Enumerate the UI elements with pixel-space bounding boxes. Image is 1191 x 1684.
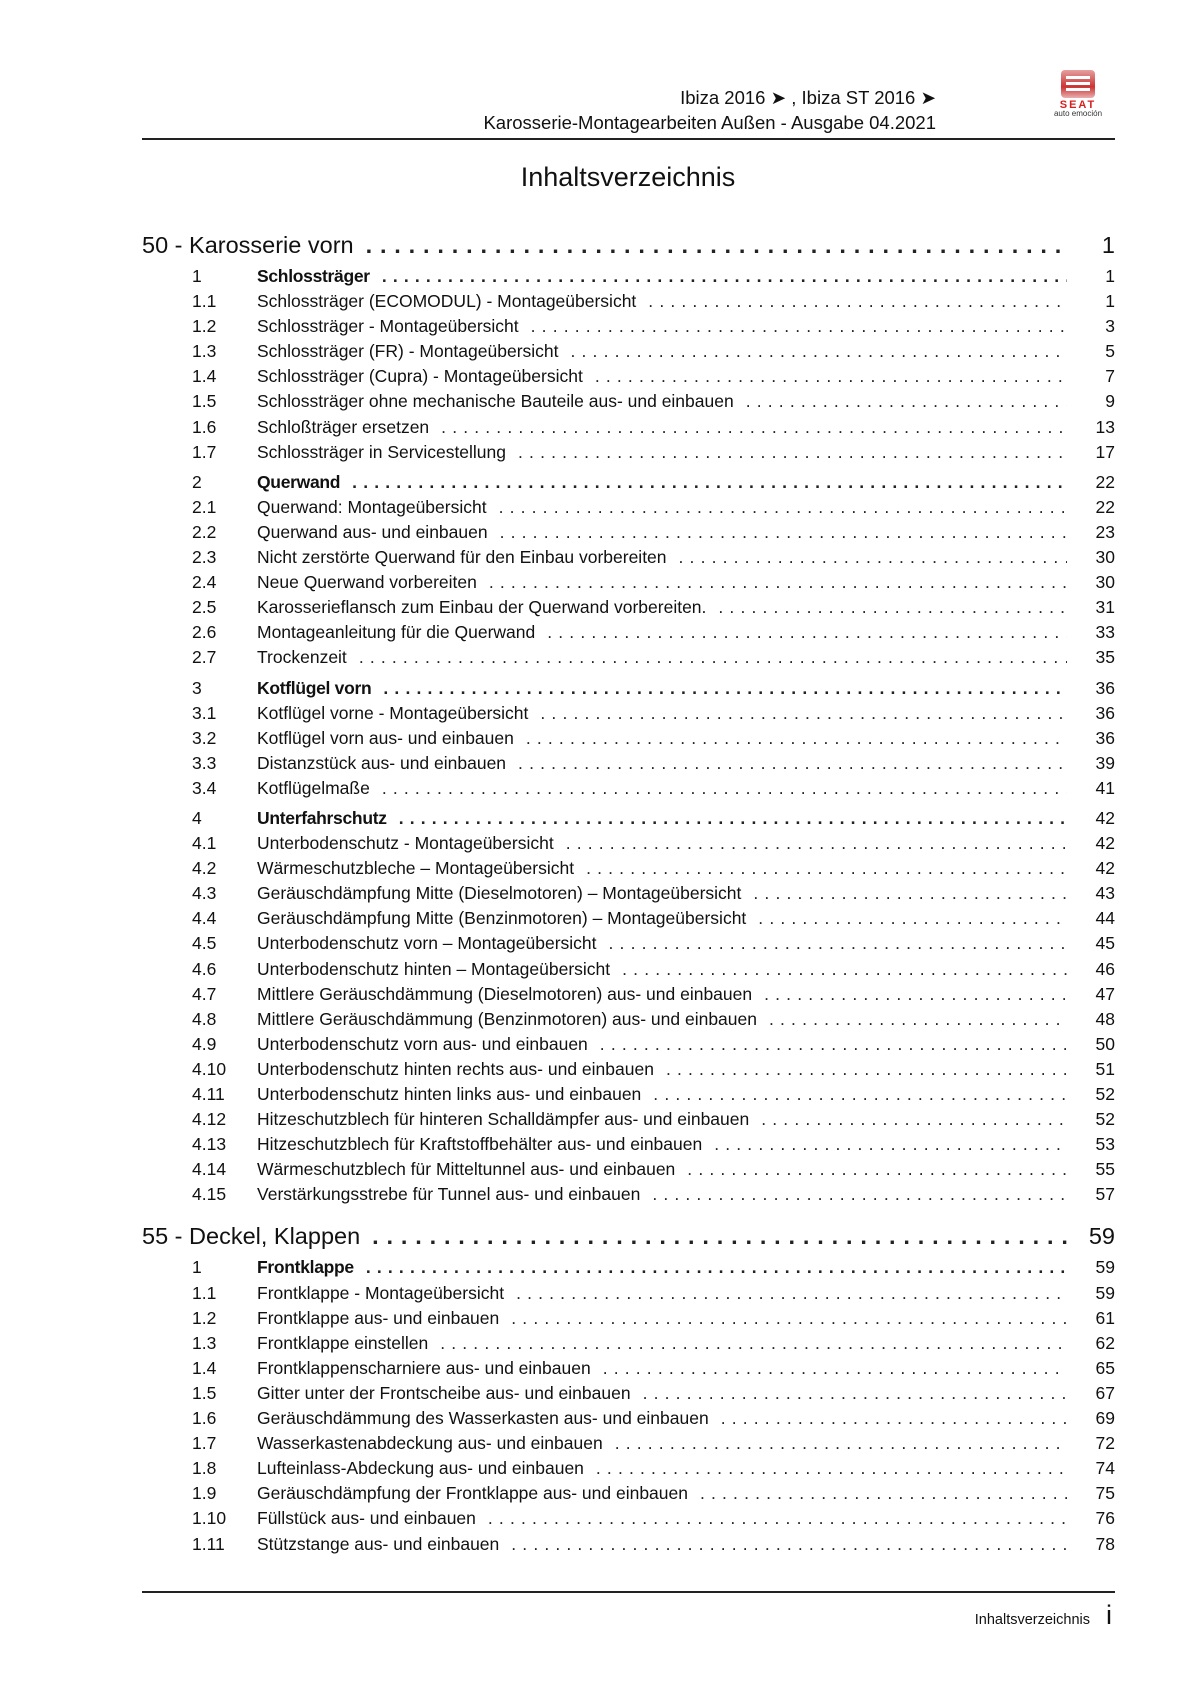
toc-entry-title: Gitter unter der Frontscheibe aus- und einbauen [257,1382,631,1403]
toc-entry[interactable] [142,316,1115,341]
dot-leader [359,647,1067,668]
dot-leader [764,984,1067,1005]
toc-entry[interactable] [142,1084,1115,1109]
toc-entry-title: Unterbodenschutz vorn – Montageübersicht [257,933,597,954]
dot-leader [571,341,1068,362]
toc-entry[interactable] [142,1283,1115,1308]
toc-entry-title: Frontklappe einstellen [257,1332,429,1353]
dot-leader [609,933,1067,954]
toc-entry[interactable] [142,622,1115,647]
toc-entry-page: 42 [1095,833,1115,854]
dot-leader [595,366,1067,387]
toc-entry-title: Wasserkastenabdeckung aus- und einbauen [257,1433,603,1454]
toc-entry-number: 1 [192,266,202,286]
toc-entry[interactable] [142,1009,1115,1034]
toc-entry-number: 1.11 [192,1533,225,1554]
toc-entry-number: 4.4 [192,908,217,929]
toc-entry[interactable] [142,442,1115,467]
toc-entry-page: 50 [1095,1033,1115,1054]
toc-entry-page: 9 [1105,391,1115,412]
toc-entry[interactable] [142,833,1115,858]
dot-leader [511,1308,1067,1329]
toc-entry-title: Frontklappenscharniere aus- und einbauen [257,1357,591,1378]
toc-entry-number: 1.8 [192,1458,217,1479]
toc-entry-number: 4.1 [192,833,217,854]
dot-leader [615,1433,1067,1454]
toc-entry-number: 2 [192,471,202,492]
toc-entry[interactable] [142,984,1115,1009]
dot-leader [687,1159,1067,1180]
toc-entry-number: 1.9 [192,1483,217,1504]
dot-leader [753,883,1067,904]
toc-entry-number: 1.1 [192,1282,217,1303]
dot-leader [531,316,1067,337]
toc-entry-title: Frontklappe - Montageübersicht [257,1282,505,1303]
toc-entry-page: 55 [1095,1159,1115,1180]
toc-entry-number: 1.4 [192,1357,217,1378]
toc-entry-number: 2.4 [192,572,217,593]
toc-entry-title: Geräuschdämmung des Wasserkasten aus- und einbauen [257,1408,709,1429]
dot-leader [652,1184,1067,1205]
toc-entry-page: 30 [1095,547,1115,568]
toc-entry[interactable] [142,959,1115,984]
toc-entry-title: Unterbodenschutz - Montageübersicht [257,833,554,854]
toc-entry-title: Neue Querwand vorbereiten [257,572,477,593]
toc-entry-number: 1.6 [192,1408,217,1429]
toc-entry-page: 72 [1095,1433,1115,1454]
toc-entry-title: Unterfahrschutz [257,807,387,828]
toc-entry-number: 1.10 [192,1508,227,1529]
toc-entry[interactable] [142,1458,1115,1483]
toc-entry-page: 5 [1105,341,1115,362]
dot-leader [679,547,1067,568]
toc-entry-page: 3 [1105,316,1115,337]
toc-entry-page: 13 [1095,416,1115,437]
toc-entry-page: 36 [1095,677,1115,698]
toc-entry-page: 1 [1105,266,1115,286]
toc-entry-page: 75 [1095,1483,1115,1504]
toc-entry-page: 47 [1095,983,1115,1004]
dot-leader [761,1109,1067,1130]
toc-entry-number: 4.13 [192,1134,227,1155]
toc-entry-page: 41 [1095,777,1115,798]
toc-entry-title: Geräuschdämpfung der Frontklappe aus- und einbauen [257,1483,688,1504]
dot-leader [516,1283,1067,1304]
toc-entry[interactable] [142,572,1115,597]
toc-entry-page: 22 [1095,496,1115,517]
toc-entry-title: Schlossträger (FR) - Montageübersicht [257,341,559,362]
toc-entry[interactable] [142,1508,1115,1533]
toc-entry-title: Schlossträger (Cupra) - Montageübersicht [257,366,583,387]
toc-entry-number: 1.6 [192,416,217,437]
dot-leader [488,1508,1067,1529]
toc-entry-page: 42 [1095,858,1115,879]
dot-leader [700,1483,1067,1504]
toc-entry-title: Schlossträger in Servicestellung [257,441,507,462]
toc-entry-title: Schlossträger ohne mechanische Bauteile aus- und einbauen [257,391,734,412]
dot-leader [721,1408,1067,1429]
toc-entry-title: Mittlere Geräuschdämmung (Benzinmotoren) aus- und einbauen [257,1008,757,1029]
toc-entry-number: 1.7 [192,1433,217,1454]
toc-entry-title: Schlossträger (ECOMODUL) - Montageübersicht [257,291,637,312]
dot-leader [382,266,1067,287]
toc-entry-page: 35 [1095,647,1115,668]
dot-leader [499,497,1067,518]
toc-entry-number: 1.3 [192,1332,217,1353]
toc-entry-number: 4.7 [192,983,217,1004]
toc-entry-number: 4 [192,807,202,828]
table-of-contents [142,232,1115,1559]
dot-leader [596,1458,1067,1479]
dot-leader [518,753,1067,774]
toc-entry-number: 2.3 [192,547,217,568]
header-model-line: Ibiza 2016 ➤ , Ibiza ST 2016 ➤ [680,87,936,108]
dot-leader [440,1333,1067,1354]
toc-entry[interactable] [142,417,1115,442]
toc-entry-title: Füllstück aus- und einbauen [257,1508,476,1529]
toc-entry-number: 4.9 [192,1033,217,1054]
toc-entry[interactable] [142,1134,1115,1159]
toc-entry-number: 4.3 [192,883,217,904]
toc-entry-number: 1.3 [192,341,217,362]
toc-entry-page: 31 [1095,597,1115,618]
dot-leader [718,597,1067,618]
toc-entry-page: 42 [1095,807,1115,828]
dot-leader [366,232,1067,259]
toc-entry-page: 52 [1095,1109,1115,1130]
dot-leader [566,833,1067,854]
toc-entry[interactable] [142,1534,1115,1559]
toc-entry-title: Verstärkungsstrebe für Tunnel aus- und einbauen [257,1184,641,1205]
toc-entry-number: 2.2 [192,521,217,542]
toc-entry-title: Trockenzeit [257,647,347,668]
toc-entry-page: 67 [1095,1382,1115,1403]
toc-entry-page: 52 [1095,1084,1115,1104]
toc-entry-page: 59 [1095,1282,1115,1303]
toc-entry[interactable] [142,522,1115,547]
dot-leader [653,1084,1067,1105]
toc-entry-number: 1.7 [192,441,217,462]
toc-entry[interactable] [142,1059,1115,1084]
dot-leader [746,391,1067,412]
toc-entry-title: Schlossträger [257,266,370,286]
toc-entry-title: Schlossträger - Montageübersicht [257,316,519,337]
toc-entry-title: Frontklappe [257,1257,354,1278]
toc-entry-number: 1.2 [192,1307,217,1328]
toc-entry-number: 1.5 [192,1382,217,1403]
toc-entry-number: 3 [192,677,202,698]
toc-section[interactable] [142,472,1115,497]
toc-entry[interactable] [142,703,1115,728]
toc-entry[interactable] [142,597,1115,622]
toc-entry-page: 43 [1095,883,1115,904]
toc-entry-title: Montageanleitung für die Querwand [257,622,536,643]
toc-entry-number: 4.8 [192,1008,217,1029]
toc-chapter[interactable] [142,1223,1115,1257]
toc-entry-number: 4.10 [192,1058,227,1079]
toc-entry[interactable] [142,1483,1115,1508]
page-title: Inhaltsverzeichnis [520,162,736,192]
toc-entry[interactable] [142,753,1115,778]
toc-entry-number: 3.1 [192,702,217,723]
toc-entry-number: 4.11 [192,1084,225,1104]
toc-entry-page: 59 [1088,1223,1115,1250]
toc-entry[interactable] [142,1383,1115,1408]
toc-entry-title: Querwand [257,471,341,492]
dot-leader [714,1134,1067,1155]
dot-leader [540,703,1067,724]
seat-logo-icon [1061,70,1095,98]
toc-entry[interactable] [142,497,1115,522]
toc-entry-title: Stützstange aus- und einbauen [257,1533,500,1554]
logo-brand: SEAT [1059,99,1097,111]
header-document-line: Karosserie-Montagearbeiten Außen - Ausgabe 04.2021 [483,112,936,133]
toc-entry[interactable] [142,1159,1115,1184]
toc-entry-title: Mittlere Geräuschdämmung (Dieselmotoren) aus- und einbauen [257,983,753,1004]
toc-section[interactable] [142,808,1115,833]
toc-entry[interactable] [142,1034,1115,1059]
toc-entry-page: 65 [1095,1357,1115,1378]
dot-leader [666,1059,1067,1080]
dot-leader [366,1257,1067,1278]
toc-entry-title: Frontklappe aus- und einbauen [257,1307,500,1328]
dot-leader [603,1358,1067,1379]
toc-entry[interactable] [142,883,1115,908]
toc-entry-page: 46 [1095,958,1115,979]
dot-leader [600,1034,1067,1055]
toc-entry-page: 74 [1095,1458,1115,1479]
dot-leader [518,442,1067,463]
toc-entry-title: Karosserieflansch zum Einbau der Querwand vorbereiten. [257,597,707,618]
dot-leader [352,472,1067,493]
toc-entry-title: Kotflügel vorne - Montageübersicht [257,702,529,723]
toc-entry-title: Unterbodenschutz hinten links aus- und einbauen [257,1084,642,1104]
toc-entry-title: Geräuschdämpfung Mitte (Dieselmotoren) – Montageübersicht [257,883,742,904]
toc-entry-number: 4.6 [192,958,217,979]
toc-entry-page: 1 [1101,232,1115,258]
toc-entry-title: 55 - Deckel, Klappen [142,1223,361,1250]
toc-entry[interactable] [142,1109,1115,1134]
toc-entry-page: 39 [1095,752,1115,773]
dot-leader [769,1009,1067,1030]
toc-entry-title: Geräuschdämpfung Mitte (Benzinmotoren) – Montageübersicht [257,908,747,929]
toc-entry[interactable] [142,858,1115,883]
toc-entry-page: 51 [1095,1058,1115,1079]
toc-entry[interactable] [142,1358,1115,1383]
header-divider [142,138,1115,140]
logo-tagline: auto emoción [1053,109,1103,118]
toc-entry[interactable] [142,1308,1115,1333]
toc-entry[interactable] [142,366,1115,391]
toc-entry-page: 7 [1105,366,1115,387]
toc-entry-title: Distanzstück aus- und einbauen [257,752,507,773]
toc-entry-page: 53 [1095,1134,1115,1155]
toc-entry-page: 33 [1095,622,1115,643]
toc-entry[interactable] [142,1408,1115,1433]
dot-leader [511,1534,1067,1555]
toc-entry-number: 1.4 [192,366,217,387]
dot-leader [526,728,1067,749]
toc-entry[interactable] [142,908,1115,933]
toc-entry[interactable] [142,1184,1115,1209]
toc-entry-title: Nicht zerstörte Querwand für den Einbau vorbereiten [257,547,667,568]
toc-entry-number: 4.5 [192,933,217,954]
footer-divider [142,1591,1115,1593]
toc-entry-page: 1 [1105,291,1115,312]
toc-section[interactable] [142,678,1115,703]
dot-leader [383,678,1067,699]
toc-entry-page: 45 [1095,933,1115,954]
dot-leader [399,808,1067,829]
dot-leader [372,1223,1067,1250]
toc-entry-page: 30 [1095,572,1115,593]
dot-leader [547,622,1067,643]
toc-entry-number: 2.5 [192,597,217,618]
toc-entry-number: 4.15 [192,1184,227,1205]
toc-entry[interactable] [142,728,1115,753]
dot-leader [648,291,1067,312]
toc-entry-page: 36 [1095,727,1115,748]
toc-entry-title: Lufteinlass-Abdeckung aus- und einbauen [257,1458,584,1479]
dot-leader [758,908,1067,929]
toc-entry-page: 69 [1095,1408,1115,1429]
toc-entry[interactable] [142,341,1115,366]
toc-entry-title: Kotflügel vorn aus- und einbauen [257,727,514,748]
toc-entry-number: 3.3 [192,752,217,773]
toc-entry-title: Hitzeschutzblech für Kraftstoffbehälter aus- und einbauen [257,1134,703,1155]
toc-entry-title: Kotflügelmaße [257,777,370,798]
toc-entry-number: 4.2 [192,858,217,879]
footer-page-number: i [1106,1600,1112,1630]
toc-entry-title: Querwand aus- und einbauen [257,521,488,542]
toc-entry-number: 2.1 [192,496,217,517]
toc-entry-page: 57 [1095,1184,1115,1205]
toc-entry-page: 22 [1095,471,1115,492]
toc-entry-title: Schloßträger ersetzen [257,416,430,437]
toc-entry-page: 36 [1095,702,1115,723]
toc-entry-title: Unterbodenschutz hinten – Montageübersicht [257,958,611,979]
dot-leader [622,959,1067,980]
toc-entry-page: 48 [1095,1008,1115,1029]
toc-entry-page: 76 [1095,1508,1115,1529]
toc-entry-title: 50 - Karosserie vorn [142,232,354,258]
toc-entry[interactable] [142,778,1115,803]
toc-entry-number: 1 [192,1257,202,1278]
toc-chapter[interactable] [142,232,1115,266]
toc-entry[interactable] [142,1333,1115,1358]
toc-entry-page: 78 [1095,1533,1115,1554]
toc-entry-title: Querwand: Montageübersicht [257,496,487,517]
toc-entry-page: 59 [1095,1257,1115,1278]
toc-entry-title: Hitzeschutzblech für hinteren Schalldämpfer aus- und einbauen [257,1109,750,1130]
toc-entry-page: 23 [1095,521,1115,542]
toc-entry-page: 44 [1095,908,1115,929]
toc-entry-number: 1.2 [192,316,217,337]
dot-leader [586,858,1067,879]
toc-section[interactable] [142,1257,1115,1282]
toc-section[interactable] [142,266,1115,291]
toc-entry-page: 17 [1095,441,1115,462]
dot-leader [382,778,1067,799]
toc-entry-number: 2.6 [192,622,217,643]
toc-entry-number: 4.14 [192,1159,227,1180]
dot-leader [489,572,1067,593]
toc-entry-number: 3.4 [192,777,217,798]
toc-entry[interactable] [142,391,1115,416]
toc-entry-number: 1.1 [192,291,217,312]
toc-entry-title: Unterbodenschutz hinten rechts aus- und einbauen [257,1058,654,1079]
toc-entry-number: 1.5 [192,391,217,412]
toc-entry[interactable] [142,1433,1115,1458]
dot-leader [643,1383,1067,1404]
seat-logo [1040,70,1116,118]
toc-entry-page: 62 [1095,1332,1115,1353]
toc-entry[interactable] [142,547,1115,572]
dot-leader [441,417,1067,438]
toc-entry[interactable] [142,291,1115,316]
toc-entry-title: Unterbodenschutz vorn aus- und einbauen [257,1033,588,1054]
footer-label: Inhaltsverzeichnis [974,1612,1090,1628]
toc-entry-number: 2.7 [192,647,217,668]
toc-entry-number: 4.12 [192,1109,227,1130]
dot-leader [500,522,1067,543]
toc-entry-title: Kotflügel vorn [257,677,372,698]
toc-entry[interactable] [142,933,1115,958]
toc-entry-number: 3.2 [192,727,217,748]
toc-entry[interactable] [142,647,1115,672]
toc-entry-title: Wärmeschutzbleche – Montageübersicht [257,858,575,879]
toc-entry-title: Wärmeschutzblech für Mitteltunnel aus- und einbauen [257,1159,676,1180]
toc-entry-page: 61 [1095,1307,1115,1328]
